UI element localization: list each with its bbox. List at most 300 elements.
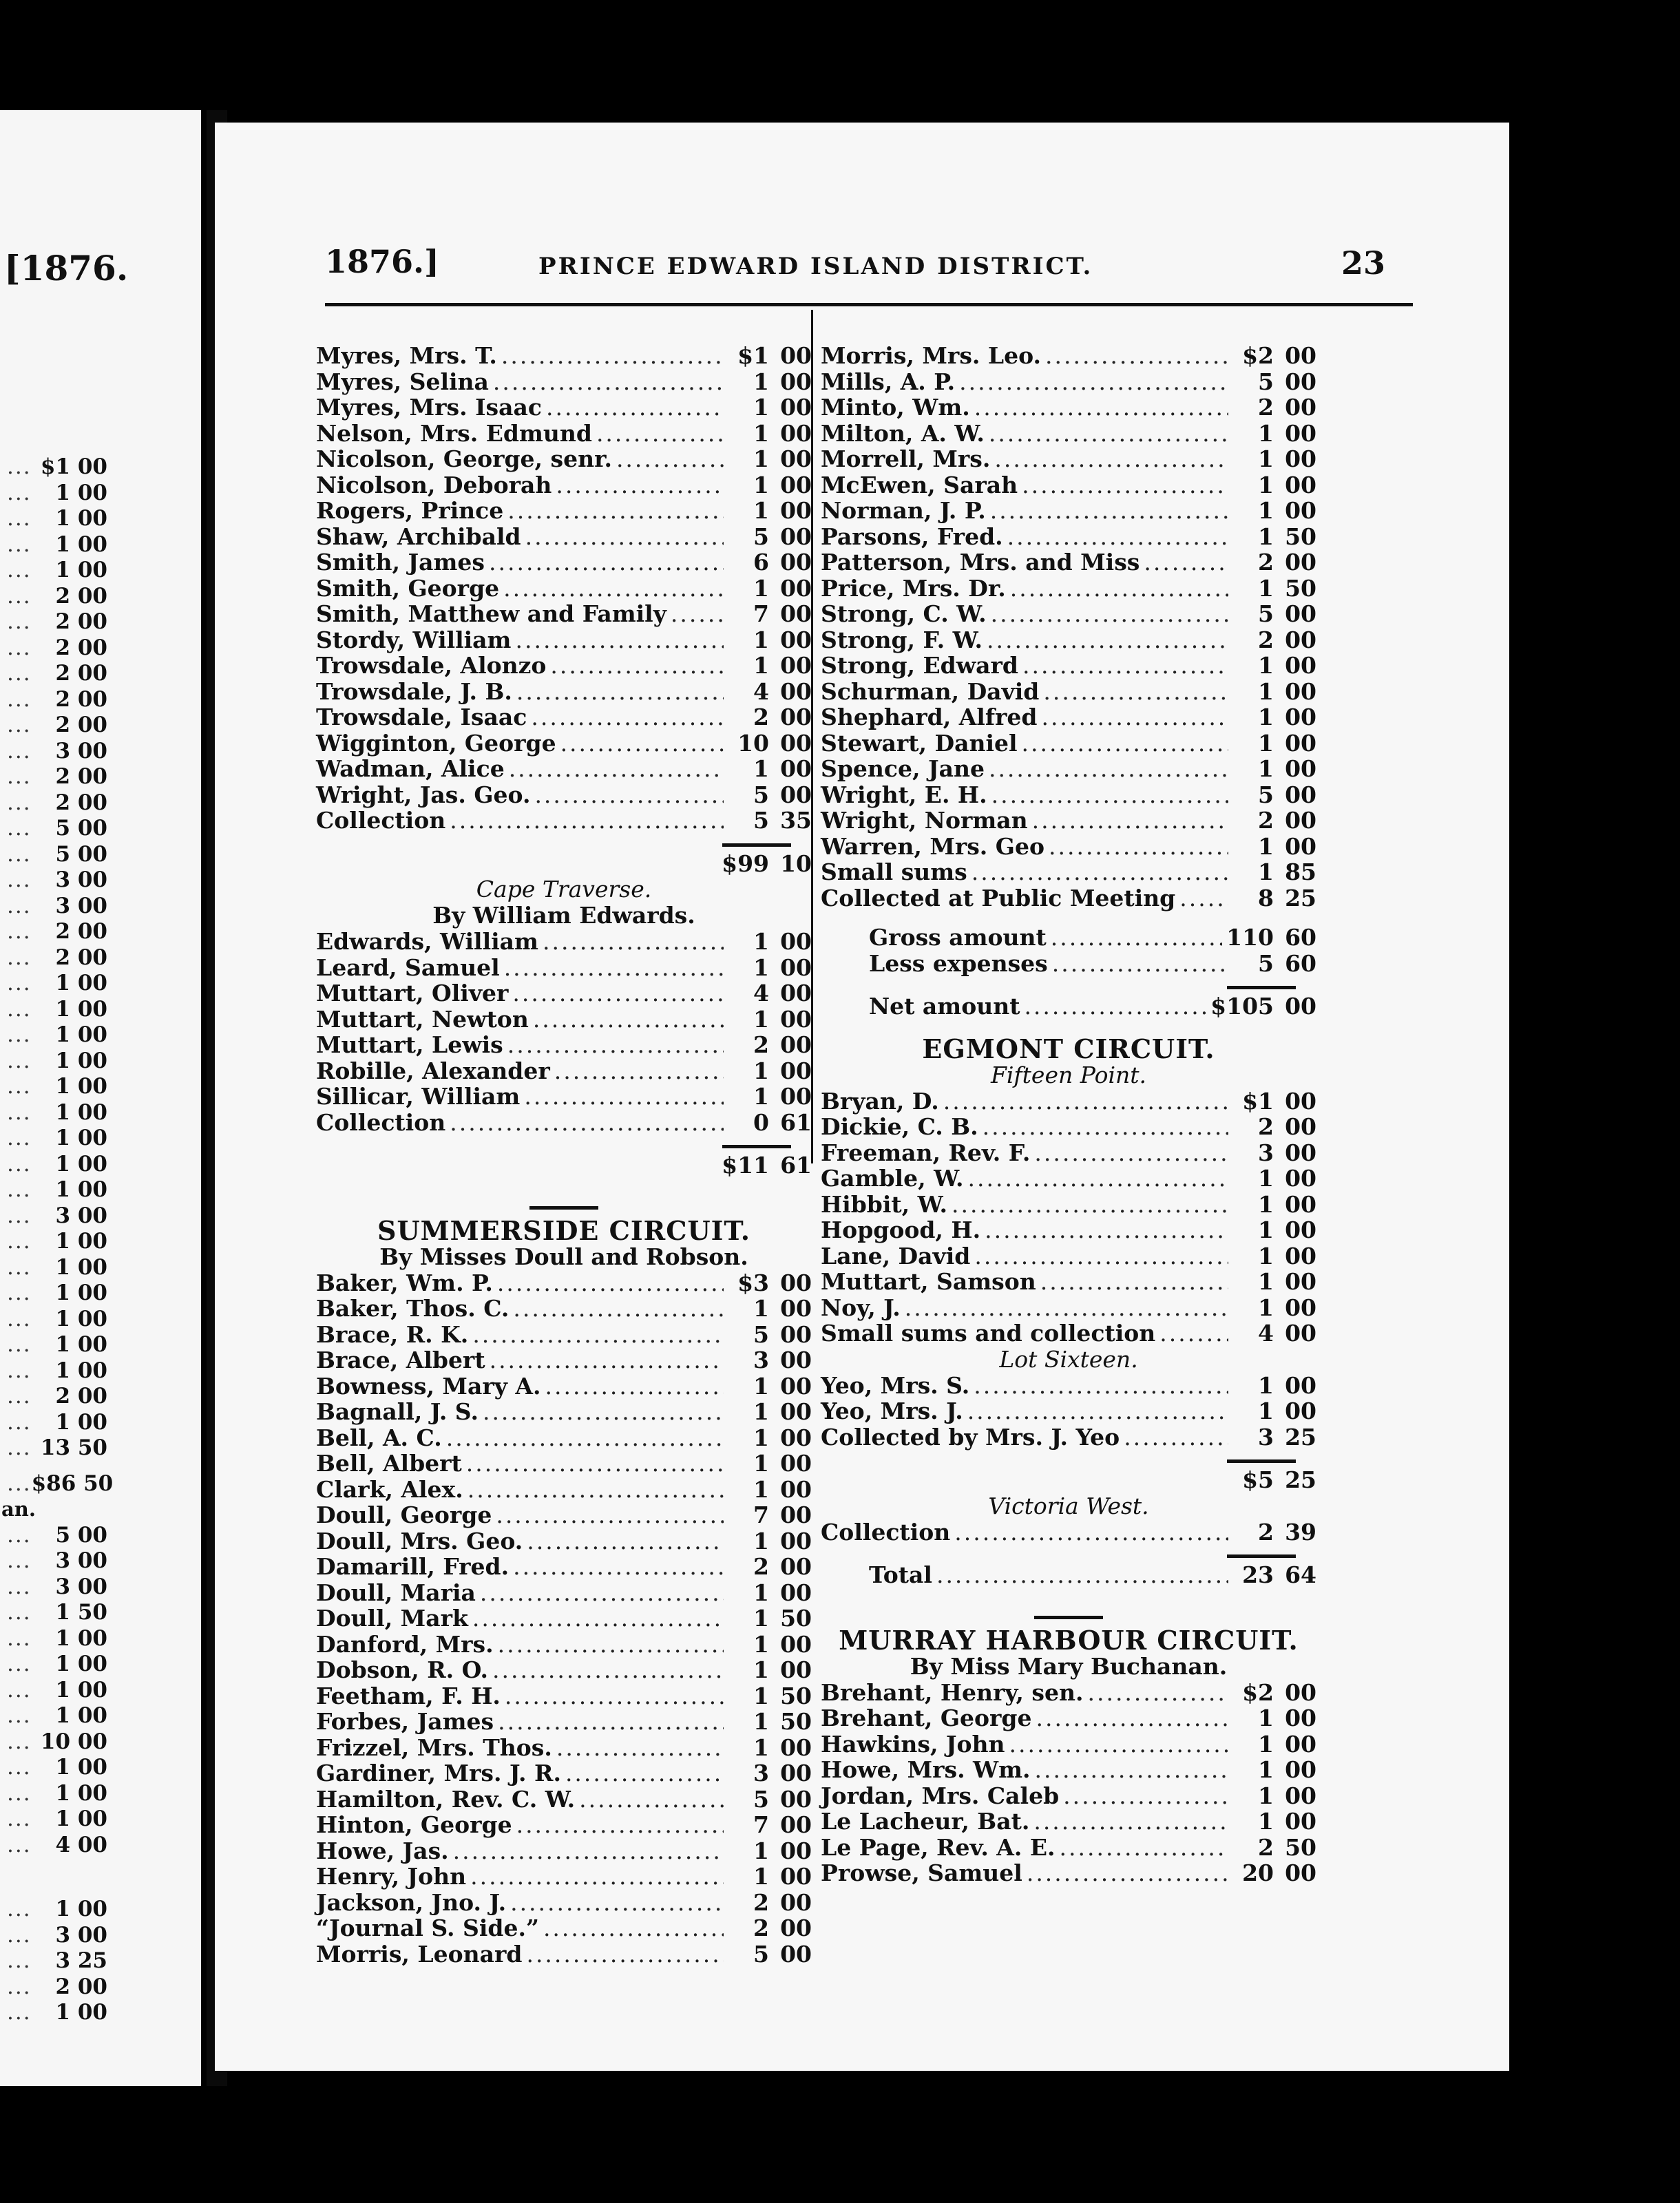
facing-amount bbox=[0, 1280, 201, 1307]
amount-value: 3 00 bbox=[55, 867, 107, 892]
circuit-total bbox=[821, 1562, 1316, 1588]
subscriber-name: Myres, Mrs. Isaac bbox=[316, 394, 542, 421]
subscriber-name: Milton, A. W. bbox=[821, 419, 985, 447]
amount-cents: 00 bbox=[1285, 807, 1316, 834]
amount-value: 1 00 bbox=[55, 1897, 107, 1921]
ledger-row bbox=[316, 601, 812, 627]
amount-cents: 00 bbox=[780, 1915, 812, 1941]
amount-cents: 00 bbox=[1285, 1730, 1316, 1758]
leader-dots: ... bbox=[7, 2000, 32, 2025]
amount-value: 3 00 bbox=[55, 1922, 107, 1948]
leader-dots bbox=[496, 1502, 724, 1528]
amount-dollars: 1 bbox=[753, 652, 769, 679]
leader-dots: ... bbox=[7, 971, 32, 995]
amount-dollars: 1 bbox=[753, 1733, 769, 1761]
facing-amount bbox=[0, 1703, 201, 1729]
subscriber-name: Muttart, Oliver bbox=[316, 980, 509, 1006]
amount-dollars: 1 bbox=[753, 574, 769, 602]
facing-amount bbox=[0, 1229, 201, 1255]
leader-dots: ... bbox=[7, 1203, 32, 1228]
facing-amount bbox=[0, 1600, 201, 1626]
ledger-row bbox=[316, 1786, 812, 1813]
leader-dots: ... bbox=[7, 1229, 32, 1254]
leader-dots bbox=[565, 1760, 724, 1786]
amount-dollars: 7 bbox=[753, 600, 769, 627]
left-column bbox=[316, 343, 812, 1967]
circuit-heading: EGMONT CIRCUIT. bbox=[922, 1033, 1215, 1064]
spacer bbox=[0, 1858, 201, 1897]
leader-dots bbox=[1045, 343, 1228, 369]
leader-dots bbox=[510, 1890, 724, 1916]
amount-dollars: 1 bbox=[753, 1295, 769, 1322]
amount-value: 2 00 bbox=[55, 609, 107, 634]
subscriber-list bbox=[821, 1088, 1316, 1347]
leader-dots bbox=[515, 627, 724, 653]
leader-dots bbox=[1087, 1680, 1228, 1706]
amount-cents: 00 bbox=[780, 342, 812, 369]
subscriber-name: Morris, Mrs. Leo. bbox=[821, 342, 1041, 369]
ledger-row bbox=[316, 1683, 812, 1709]
amount-cents: 00 bbox=[1285, 1087, 1316, 1115]
amount-value: 3 00 bbox=[55, 738, 107, 763]
section-subheading: Victoria West. bbox=[988, 1492, 1149, 1519]
ledger-row bbox=[316, 1425, 812, 1451]
ledger-row bbox=[821, 627, 1316, 653]
facing-page bbox=[0, 110, 201, 2086]
ledger-row bbox=[316, 756, 812, 782]
facing-amount bbox=[0, 1974, 201, 2001]
leader-dots: ... bbox=[7, 1280, 32, 1305]
amount-value: 2 00 bbox=[55, 764, 107, 789]
leader-dots bbox=[1040, 1269, 1228, 1295]
leader-dots bbox=[516, 1812, 724, 1838]
ledger-row bbox=[821, 549, 1316, 576]
subscriber-list bbox=[821, 343, 1316, 911]
amount-value: 3 00 bbox=[55, 1574, 107, 1599]
subscriber-list bbox=[821, 1680, 1316, 1886]
leader-dots: ... bbox=[7, 1048, 32, 1073]
amount-dollars: 1 bbox=[1258, 677, 1274, 705]
amount-cents: 00 bbox=[1285, 368, 1316, 395]
amount-cents: 00 bbox=[780, 729, 812, 757]
ledger-row bbox=[821, 1757, 1316, 1783]
amount-cents: 00 bbox=[780, 1811, 812, 1838]
subscriber-name: Noy, J. bbox=[821, 1294, 901, 1321]
amount-dollars: 1 bbox=[1258, 1756, 1274, 1783]
leader-dots: ... bbox=[7, 867, 32, 892]
leader-dots bbox=[501, 343, 724, 369]
leader-dots: ... bbox=[7, 1306, 32, 1331]
leader-dots bbox=[472, 1322, 724, 1348]
ledger-row bbox=[316, 1477, 812, 1503]
subscriber-name: Morrell, Mrs. bbox=[821, 445, 991, 472]
amount-cents: 25 bbox=[1285, 1423, 1316, 1451]
amount-dollars: 1 bbox=[753, 368, 769, 395]
amount-value: 1 00 bbox=[55, 1177, 107, 1202]
leader-dots bbox=[507, 1032, 724, 1058]
leader-dots: ... bbox=[7, 764, 32, 789]
ledger-row bbox=[821, 782, 1316, 808]
amount-dollars: 2 bbox=[753, 1553, 769, 1580]
amount-cents: 00 bbox=[1285, 471, 1316, 498]
ledger-row bbox=[316, 1812, 812, 1838]
amount-value: 1 00 bbox=[55, 480, 107, 505]
amount-dollars: 1 bbox=[753, 1579, 769, 1606]
amount-cents: 00 bbox=[1285, 1139, 1316, 1166]
amount-cents: 00 bbox=[780, 1398, 812, 1425]
amount-dollars: 1 bbox=[1258, 858, 1274, 885]
leader-dots bbox=[990, 498, 1228, 524]
facing-amount bbox=[0, 1358, 201, 1384]
amount-cents: 00 bbox=[1285, 1190, 1316, 1218]
leader-dots bbox=[509, 756, 724, 782]
leader-dots: ... bbox=[7, 1435, 32, 1460]
subscriber-name: Brace, Albert bbox=[316, 1347, 485, 1373]
amount-value: 2 00 bbox=[55, 945, 107, 970]
leader-dots bbox=[1027, 1860, 1228, 1886]
amount-cents: 00 bbox=[1285, 549, 1316, 576]
subscriber-name: Jordan, Mrs. Caleb bbox=[821, 1782, 1060, 1809]
ledger-row bbox=[316, 1373, 812, 1400]
leader-dots: ... bbox=[7, 1600, 32, 1625]
amount-cents: 60 bbox=[1285, 924, 1316, 951]
leader-dots: ... bbox=[7, 1332, 32, 1357]
leader-dots: ... bbox=[7, 1625, 32, 1651]
amount-cents: 00 bbox=[1285, 729, 1316, 757]
amount-cents: 64 bbox=[1285, 1561, 1316, 1588]
ledger-row bbox=[316, 653, 812, 679]
leader-dots: ... bbox=[7, 558, 32, 582]
amount-cents: 00 bbox=[1285, 1756, 1316, 1783]
ledger-row bbox=[821, 1809, 1316, 1835]
net-amount bbox=[821, 993, 1316, 1020]
section-subheading: Cape Traverse. bbox=[476, 876, 652, 903]
ledger-row bbox=[316, 498, 812, 524]
subscriber-name: Collection bbox=[316, 1108, 446, 1136]
amount-value: 1 00 bbox=[55, 1409, 107, 1435]
ledger-row bbox=[821, 1320, 1316, 1347]
ledger-row bbox=[316, 524, 812, 550]
leader-dots bbox=[554, 1058, 724, 1084]
amount-cents: 00 bbox=[780, 1475, 812, 1503]
amount-cents: 00 bbox=[1285, 626, 1316, 653]
subscriber-name: Parsons, Fred. bbox=[821, 523, 1003, 550]
amount-value: 1 00 bbox=[55, 1254, 107, 1280]
facing-amount bbox=[0, 558, 201, 584]
ledger-row bbox=[821, 343, 1316, 369]
subscriber-name: Muttart, Newton bbox=[316, 1005, 529, 1033]
subscriber-name: Myres, Mrs. T. bbox=[316, 342, 497, 369]
leader-dots bbox=[493, 369, 724, 395]
amount-cents: 00 bbox=[780, 1888, 812, 1916]
ledger-row bbox=[821, 653, 1316, 679]
amount-value: 1 00 bbox=[55, 971, 107, 995]
facing-amount bbox=[0, 1177, 201, 1203]
leader-dots bbox=[985, 1217, 1228, 1243]
amount-cents: 00 bbox=[780, 1083, 812, 1110]
facing-amount bbox=[0, 1074, 201, 1100]
amount-cents: 00 bbox=[780, 1450, 812, 1477]
subscriber-name: Baker, Thos. C. bbox=[316, 1295, 510, 1322]
amount-dollars: 5 bbox=[753, 807, 769, 834]
amount-dollars: 6 bbox=[753, 549, 769, 576]
amount-dollars: 1 bbox=[1258, 652, 1274, 679]
leader-dots: ... bbox=[7, 713, 32, 737]
ledger-row bbox=[316, 1915, 812, 1941]
amount-dollars: 1 bbox=[1258, 704, 1274, 730]
amount-dollars: 1 bbox=[1258, 832, 1274, 860]
amount-cents: 00 bbox=[780, 368, 812, 395]
ledger-row bbox=[821, 369, 1316, 395]
amount-dollars: 1 bbox=[753, 419, 769, 447]
amount-cents: 00 bbox=[1285, 1165, 1316, 1192]
ledger-row bbox=[821, 1835, 1316, 1861]
amount-dollars: 5 bbox=[753, 781, 769, 808]
amount-value: 1 00 bbox=[55, 1755, 107, 1780]
facing-amount bbox=[0, 1203, 201, 1230]
amount-cents: 00 bbox=[780, 652, 812, 679]
leader-dots: ... bbox=[7, 635, 32, 660]
subscriber-name: Doull, Maria bbox=[316, 1579, 476, 1606]
facing-amount bbox=[0, 919, 201, 945]
ledger-row bbox=[316, 1032, 812, 1058]
amount-value: 1 00 bbox=[55, 1229, 107, 1254]
subscriber-name: Morris, Leonard bbox=[316, 1940, 523, 1968]
subscriber-list bbox=[316, 1270, 812, 1968]
amount-cents: 00 bbox=[780, 1031, 812, 1058]
amount-cents: 00 bbox=[1285, 1242, 1316, 1269]
amount-value: 1 00 bbox=[55, 2000, 107, 2025]
leader-dots bbox=[972, 859, 1228, 885]
facing-amount bbox=[0, 739, 201, 765]
amount-dollars: 1 bbox=[753, 497, 769, 524]
ledger-row bbox=[316, 1657, 812, 1683]
facing-amount bbox=[0, 1255, 201, 1281]
facing-amount bbox=[0, 713, 201, 739]
leader-dots bbox=[480, 1580, 724, 1606]
amount-cents: 00 bbox=[780, 626, 812, 653]
leader-dots bbox=[1033, 1809, 1228, 1835]
subscriber-name: Yeo, Mrs. S. bbox=[821, 1371, 970, 1399]
ledger-row bbox=[316, 929, 812, 955]
facing-amount bbox=[0, 1806, 201, 1833]
amount-dollars: $3 bbox=[737, 1269, 769, 1296]
amount-dollars: 10 bbox=[737, 729, 769, 757]
leader-dots bbox=[596, 421, 724, 447]
facing-amount bbox=[0, 1652, 201, 1678]
leader-dots bbox=[1049, 834, 1228, 860]
amount-cents: 00 bbox=[780, 1527, 812, 1554]
leader-dots: ... bbox=[7, 919, 32, 944]
ledger-row bbox=[821, 1088, 1316, 1115]
subscriber-name: Stewart, Daniel bbox=[821, 729, 1018, 757]
amount-cents: 00 bbox=[1285, 1782, 1316, 1809]
amount-dollars: 1 bbox=[1258, 1294, 1274, 1321]
amount-cents: 00 bbox=[1285, 1294, 1316, 1321]
ledger-row bbox=[821, 1398, 1316, 1424]
amount-dollars: 7 bbox=[753, 1501, 769, 1528]
leader-dots bbox=[1007, 524, 1228, 550]
ledger-row bbox=[821, 834, 1316, 860]
subscriber-name: Bell, A. C. bbox=[316, 1424, 442, 1451]
ledger-row bbox=[316, 1399, 812, 1425]
amount-dollars: 23 bbox=[1242, 1561, 1274, 1588]
leader-dots bbox=[1009, 1731, 1228, 1758]
facing-word bbox=[0, 1497, 201, 1523]
amount-value: 1 00 bbox=[55, 1074, 107, 1099]
ledger-row bbox=[821, 730, 1316, 757]
amount-value: 1 00 bbox=[55, 1022, 107, 1047]
amount-cents: 00 bbox=[1285, 497, 1316, 524]
facing-amount bbox=[0, 661, 201, 687]
amount-dollars: 1 bbox=[753, 626, 769, 653]
leader-dots bbox=[472, 1605, 724, 1632]
leader-dots bbox=[550, 653, 724, 679]
amount-dollars: 110 bbox=[1226, 924, 1274, 951]
subscriber-name: Brehant, Henry, sen. bbox=[821, 1678, 1084, 1706]
amount-dollars: 5 bbox=[753, 523, 769, 550]
ledger-row bbox=[316, 549, 812, 576]
amount-value: 1 00 bbox=[55, 506, 107, 531]
subscriber-name: Minto, Wm. bbox=[821, 394, 970, 421]
amount-cents: 00 bbox=[780, 445, 812, 472]
ledger-row bbox=[821, 1243, 1316, 1269]
amount-value: 2 00 bbox=[55, 919, 107, 944]
ledger-row bbox=[821, 576, 1316, 602]
subscriber-name: Collected by Mrs. J. Yeo bbox=[821, 1423, 1120, 1451]
amount-cents: 50 bbox=[780, 1682, 812, 1709]
circuit-heading: MURRAY HARBOUR CIRCUIT. bbox=[839, 1624, 1299, 1656]
leader-dots bbox=[1144, 549, 1228, 576]
amount-value: 1 00 bbox=[55, 1625, 107, 1651]
leader-dots: ... bbox=[7, 738, 32, 763]
facing-amount bbox=[0, 894, 201, 920]
facing-amount bbox=[0, 1523, 201, 1549]
header-title: PRINCE EDWARD ISLAND DISTRICT. bbox=[538, 253, 1093, 280]
amount-value: 2 00 bbox=[55, 661, 107, 686]
amount-value: 3 25 bbox=[55, 1948, 107, 1973]
amount-dollars: 0 bbox=[753, 1108, 769, 1136]
leader-dots bbox=[468, 1477, 724, 1503]
ledger-row bbox=[821, 925, 1316, 951]
amount-dollars: 1 bbox=[753, 755, 769, 782]
amount-cents: 00 bbox=[780, 1553, 812, 1580]
leader-dots: ... bbox=[7, 1832, 32, 1857]
ledger-row bbox=[821, 1519, 1316, 1546]
ledger-row bbox=[821, 446, 1316, 472]
amount-dollars: 1 bbox=[1258, 1216, 1274, 1243]
leader-dots: ... bbox=[7, 841, 32, 867]
leader-dots: ... bbox=[7, 1755, 32, 1780]
amount-value: 2 00 bbox=[55, 635, 107, 660]
facing-amount bbox=[0, 1948, 201, 1974]
facing-amount bbox=[0, 687, 201, 713]
facing-amount bbox=[0, 816, 201, 842]
amount-cents: 00 bbox=[1285, 652, 1316, 679]
amount-value: 1 00 bbox=[55, 1677, 107, 1703]
amount-value: 2 00 bbox=[55, 1384, 107, 1409]
ledger-row bbox=[316, 1735, 812, 1761]
leader-dots bbox=[974, 394, 1228, 421]
subscriber-name: Le Page, Rev. A. E. bbox=[821, 1833, 1056, 1861]
leader-dots: ... bbox=[7, 609, 32, 634]
leader-dots bbox=[489, 549, 724, 576]
facing-amount bbox=[0, 1022, 201, 1048]
amount-dollars: 1 bbox=[1258, 574, 1274, 602]
amount-cents: 00 bbox=[1285, 1216, 1316, 1243]
leader-dots bbox=[504, 955, 724, 981]
amount-dollars: 4 bbox=[753, 677, 769, 705]
amount-dollars: 1 bbox=[1258, 1165, 1274, 1192]
amount-dollars: 1 bbox=[753, 1630, 769, 1658]
facing-amount bbox=[0, 1384, 201, 1410]
amount-cents: 00 bbox=[780, 1501, 812, 1528]
facing-amount bbox=[0, 1100, 201, 1126]
ledger-row bbox=[316, 730, 812, 757]
subscriber-name: Muttart, Lewis bbox=[316, 1031, 503, 1058]
facing-amount bbox=[0, 1833, 201, 1859]
ledger-row bbox=[821, 1114, 1316, 1140]
amount-dollars: 3 bbox=[753, 1760, 769, 1786]
amount-cents: 00 bbox=[1285, 781, 1316, 808]
amount-value: 10 00 bbox=[40, 1729, 107, 1754]
amount-value: 1 00 bbox=[55, 1806, 107, 1831]
ledger-row bbox=[821, 394, 1316, 421]
subscriber-list bbox=[821, 1519, 1316, 1546]
leader-dots: ... bbox=[7, 1574, 32, 1599]
amount-dollars: 3 bbox=[753, 1347, 769, 1373]
ledger-row bbox=[316, 1632, 812, 1658]
amount-dollars: 1 bbox=[1258, 1398, 1274, 1424]
amount-value: 1 00 bbox=[55, 1358, 107, 1383]
leader-dots bbox=[524, 1084, 724, 1110]
amount-cents: 00 bbox=[1285, 1808, 1316, 1835]
leader-dots: ... bbox=[7, 1126, 32, 1150]
ledger-row bbox=[821, 498, 1316, 524]
subscriber-name: Prowse, Samuel bbox=[821, 1859, 1022, 1886]
subscriber-name: Feetham, F. H. bbox=[316, 1682, 501, 1709]
amount-dollars: 1 bbox=[753, 1398, 769, 1425]
amount-dollars: 1 bbox=[1258, 1242, 1274, 1269]
subscriber-name: Baker, Wm. P. bbox=[316, 1269, 493, 1296]
amount-cents: 50 bbox=[780, 1605, 812, 1632]
leader-dots bbox=[527, 1528, 724, 1554]
ledger-row bbox=[821, 808, 1316, 834]
amount-cents: 00 bbox=[780, 1837, 812, 1864]
amount-dollars: 1 bbox=[753, 1005, 769, 1033]
leader-dots: ... bbox=[7, 1022, 32, 1047]
leader-dots bbox=[546, 394, 724, 421]
amount-value: 3 00 bbox=[55, 893, 107, 918]
amount-cents: 00 bbox=[780, 549, 812, 576]
subscriber-name: Muttart, Samson bbox=[821, 1268, 1036, 1295]
amount-cents: 00 bbox=[1285, 755, 1316, 782]
ledger-row bbox=[821, 1783, 1316, 1809]
leader-dots bbox=[1024, 993, 1206, 1020]
leader-dots: ... bbox=[7, 1358, 32, 1383]
subscriber-name: Dickie, C. B. bbox=[821, 1113, 978, 1140]
subscriber-name: Bowness, Mary A. bbox=[316, 1372, 541, 1400]
amount-dollars: 3 bbox=[1258, 1139, 1274, 1166]
amount-cents: 50 bbox=[1285, 523, 1316, 550]
ledger-row bbox=[821, 1140, 1316, 1166]
subscriber-name: Smith, Matthew and Family bbox=[316, 600, 666, 627]
leader-dots: ... bbox=[7, 1384, 32, 1409]
ledger-row bbox=[821, 756, 1316, 782]
facing-amount bbox=[0, 1897, 201, 1923]
amount-dollars: 1 bbox=[1258, 1190, 1274, 1218]
leader-dots bbox=[450, 1110, 724, 1136]
